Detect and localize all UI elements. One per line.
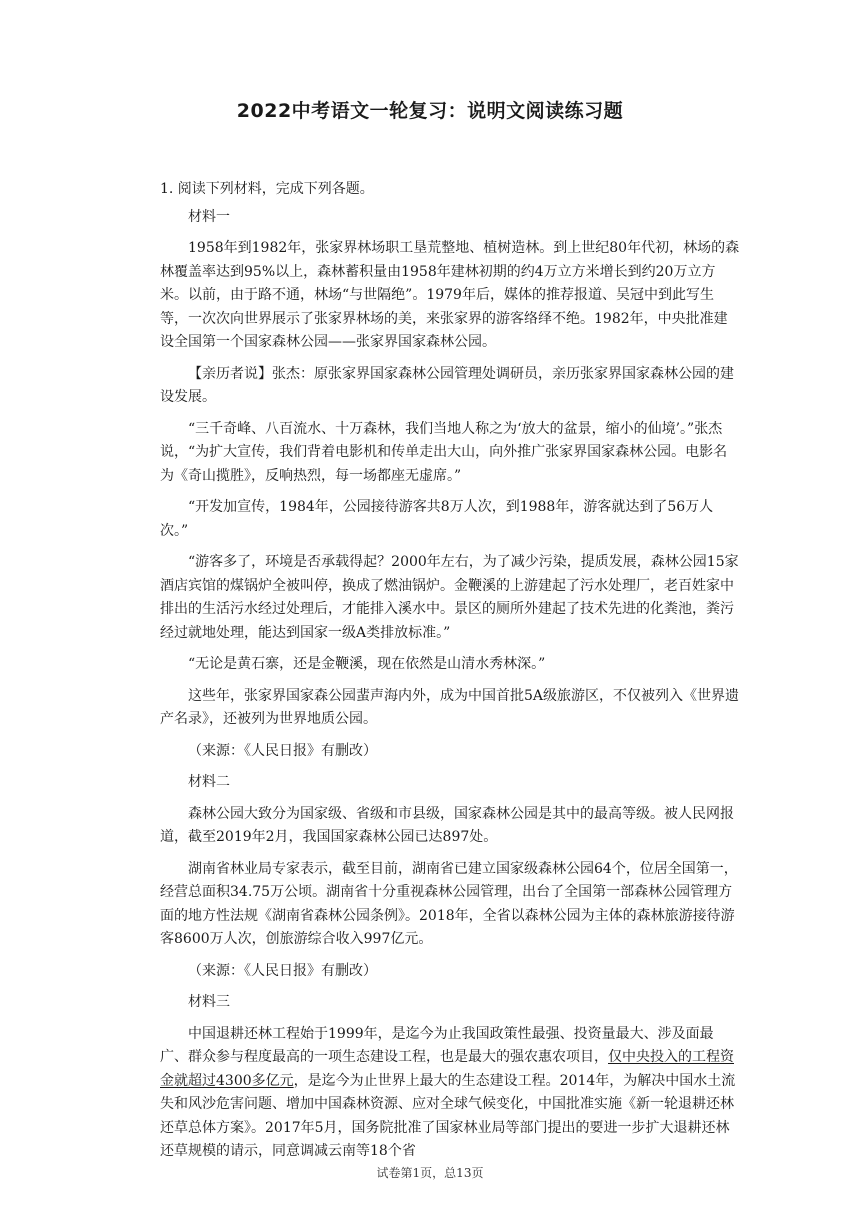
material-3-text-after: ，是迄今为止世界上最大的生态建设工程。2014年，为解决中国水土流失和风沙危害问题、增加中国森林资源、应对全球气候变化，中国批准实施《新一轮退耕还林还草总体方案》。2017年5月，国务院批准了国家林业局等部门提出的要进一步扩大退耕还林还草规模的请示，同意调减云南等18个省 <box>160 1072 736 1159</box>
material-1-paragraph: 【亲历者说】张杰：原张家界国家森林公园管理处调研员，亲历张家界国家森林公园的建设发展。 <box>160 365 734 405</box>
material-1-paragraph: “无论是黄石寨，还是金鞭溪，现在依然是山清水秀林深。” <box>188 656 546 672</box>
material-1-paragraph: “三千奇峰、八百流水、十万森林，我们当地人称之为‘放大的盆景，缩小的仙境’。”张杰说，“为扩大宣传，我们背着电影机和传单走出大山，向外推广张家界国家森林公园。电影名为《奇山揽胜》，反响热烈，每一场都座无虚席。” <box>160 420 728 484</box>
material-3-label: 材料三 <box>188 994 230 1010</box>
material-2-paragraph: 湖南省林业局专家表示，截至目前，湖南省已建立国家级森林公园64个，位居全国第一，经营总面积34.75万公顷。湖南省十分重视森林公园管理，出台了全国第一部森林公园管理方面的地方性法规《湖南省森林公园条例》。2018年，全省以森林公园为主体的森林旅游接待游客8600万人次，创旅游综合收入997亿元。 <box>160 860 738 947</box>
material-1-label: 材料一 <box>188 208 230 225</box>
material-2-label: 材料二 <box>188 774 230 790</box>
material-1-paragraph: 这些年，张家界国家森公园蜚声海内外，成为中国首批5A级旅游区，不仅被列入《世界遗产名录》，还被列为世界地质公园。 <box>160 687 740 727</box>
page-footer: 试卷第1页，总13页 <box>376 1166 484 1180</box>
material-1-paragraph: “开发加宣传，1984年，公园接待游客共8万人次，到1988年，游客就达到了56万人次。” <box>160 499 714 539</box>
question-prompt: 1. 阅读下列材料，完成下列各题。 <box>160 181 374 197</box>
material-1-paragraph: 1958年到1982年，张家界林场职工垦荒整地、植树造林。到上世纪80年代初，林场的森林覆盖率达到95%以上，森林蓄积量由1958年建林初期的约4万立方米增长到约20万立方米。以前，由于路不通，林场“与世隔绝”。1979年后，媒体的推荐报道、吴冠中到此写生等，一次次向世界展示了张家界林场的美，来张家界的游客络绎不绝。1982年，中央批准建设全国第一个国家森林公园——张家界国家森林公园。 <box>160 240 740 350</box>
material-1-source: （来源：《人民日报》有删改） <box>188 742 377 759</box>
material-3-paragraph <box>160 1023 740 1164</box>
material-3-text-before: 中国退耕还林工程始于1999年，是迄今为止我国政策性最强、投资量最大、涉及面最广、群众参与程度最高的一项生态建设工程，也是最大的强农惠农项目， <box>160 1025 714 1065</box>
document-body <box>160 178 740 1172</box>
material-3-underlined-text: 仅中央投入的工程资金就超过4300多亿元 <box>160 1049 734 1089</box>
material-2-paragraph: 森林公园大致分为国家级、省级和市县级，国家森林公园是其中的最高等级。被人民网报道，截至2019年2月，我国国家森林公园已达897处。 <box>160 805 734 845</box>
material-1-paragraph: “游客多了，环境是否承载得起？2000年左右，为了减少污染，提质发展，森林公园15家酒店宾馆的煤锅炉全被叫停，换成了燃油锅炉。金鞭溪的上游建起了污水处理厂，老百姓家中排出的生活污水经过处理后，才能排入溪水中。景区的厕所外建起了技术先进的化粪池，粪污经过就地处理，能达到国家一级A类排放标准。” <box>160 554 739 641</box>
material-2-source: （来源：《人民日报》有删改） <box>188 962 377 979</box>
document-title: 2022中考语文一轮复习：说明文阅读练习题 <box>236 100 624 122</box>
